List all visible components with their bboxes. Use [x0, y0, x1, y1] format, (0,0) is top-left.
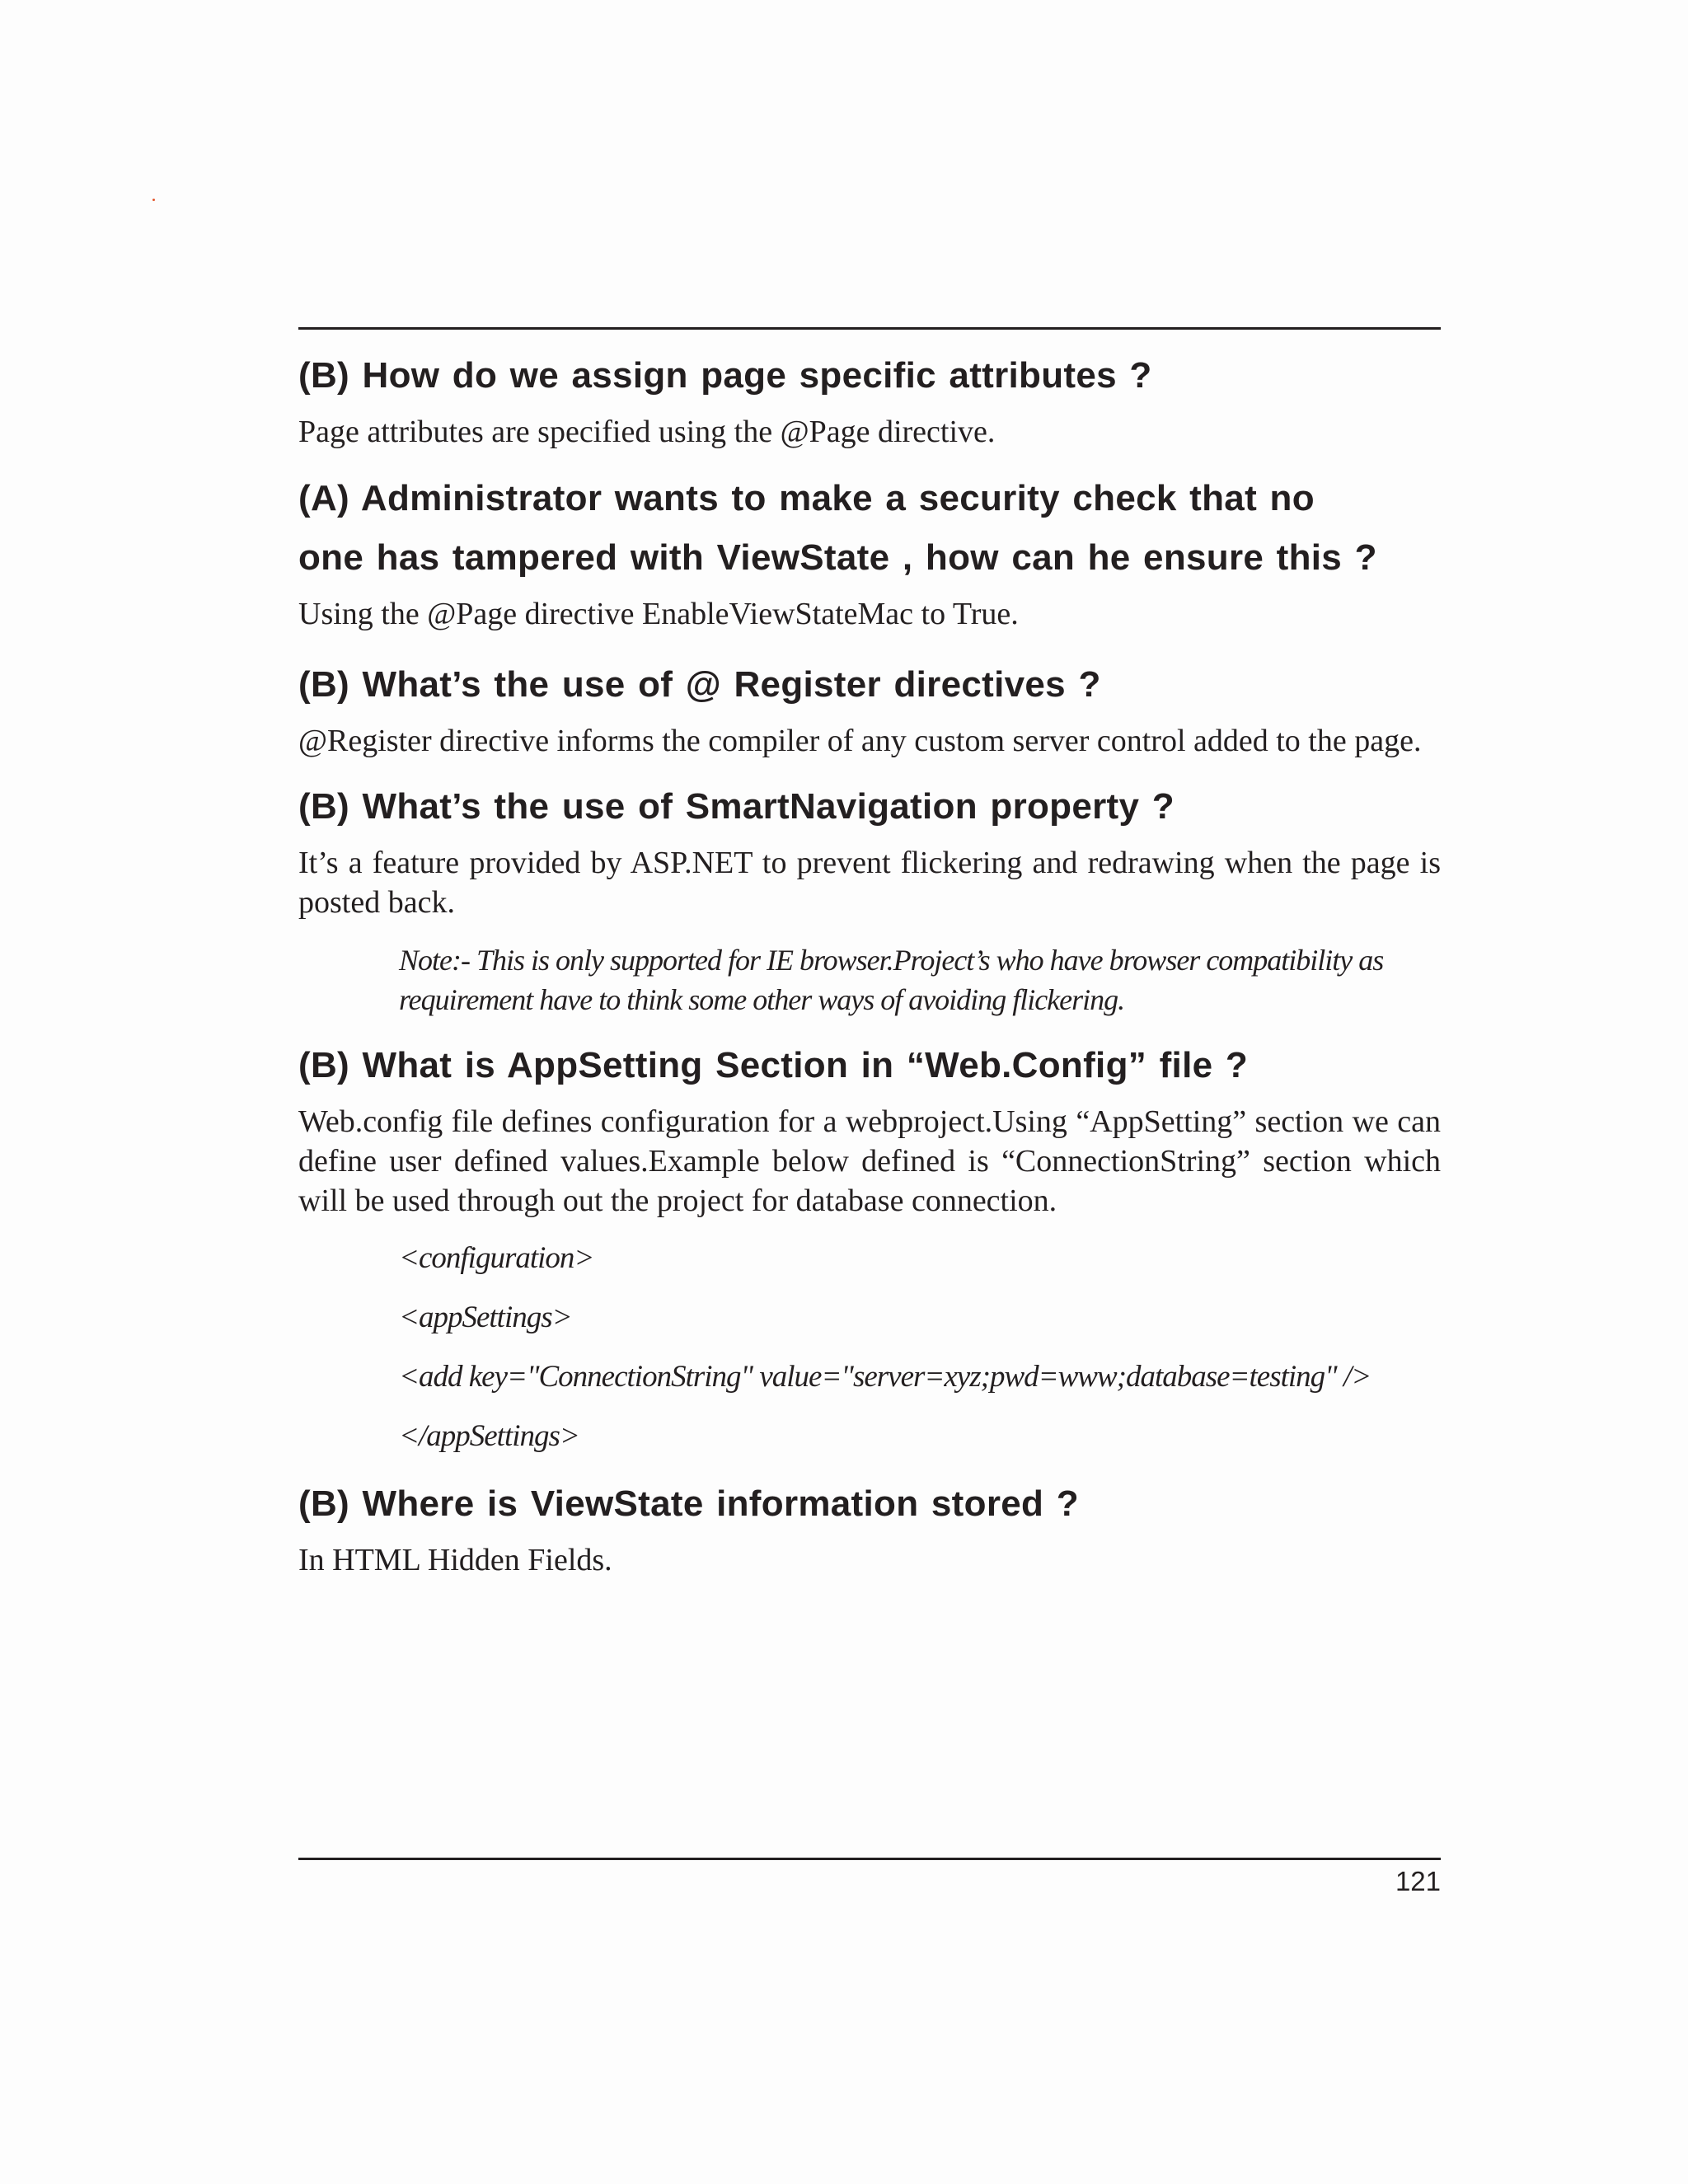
question-heading-viewstate-security-line2: one has tampered with ViewState , how can he ensure this ?: [298, 537, 1377, 578]
answer-appsetting: Web.config file defines configuration for a webproject.Using “AppSetting” section we can define user defined values.Example below defined is “ConnectionString” section which will be used through out the project for database connection.: [298, 1104, 1441, 1218]
answer-smart-navigation: It’s a feature provided by ASP.NET to prevent flickering and redrawing when the page is posted back.: [298, 846, 1441, 920]
note-smart-navigation: Note:- This is only supported for IE browser.Project’s who have browser compatibility as requirement have to think some other ways of avoiding flickering.: [399, 944, 1384, 1016]
question-heading-register-directive: (B) What’s the use of @ Register directives ?: [298, 664, 1101, 705]
question-heading-viewstate-storage: (B) Where is ViewState information stored ?: [298, 1483, 1079, 1524]
page-content: [298, 346, 1441, 1580]
stray-mark: [152, 199, 155, 201]
page-number: 121: [1395, 1866, 1441, 1896]
footer-rule: [298, 1858, 1441, 1860]
question-heading-smart-navigation: (B) What’s the use of SmartNavigation property ?: [298, 786, 1175, 827]
answer-viewstate-storage: In HTML Hidden Fields.: [298, 1543, 612, 1577]
header-rule: [298, 327, 1441, 330]
code-line: <appSettings>: [399, 1301, 572, 1334]
code-line: </appSettings>: [399, 1419, 579, 1453]
question-heading-page-attributes: (B) How do we assign page specific attributes ?: [298, 355, 1152, 396]
answer-viewstate-security: Using the @Page directive EnableViewStateMac to True.: [298, 597, 1019, 631]
question-heading-appsetting: (B) What is AppSetting Section in “Web.Config” file ?: [298, 1045, 1249, 1085]
code-line: <configuration>: [399, 1241, 594, 1275]
code-sample: [298, 1239, 1441, 1456]
answer-page-attributes: Page attributes are specified using the @Page directive.: [298, 415, 996, 449]
answer-register-directive: @Register directive informs the compiler of any custom server control added to the page.: [298, 724, 1422, 758]
code-line: <add key="ConnectionString" value="server=xyz;pwd=www;database=testing" />: [399, 1360, 1372, 1394]
question-heading-viewstate-security-line1: (A) Administrator wants to make a security check that no: [298, 478, 1315, 518]
